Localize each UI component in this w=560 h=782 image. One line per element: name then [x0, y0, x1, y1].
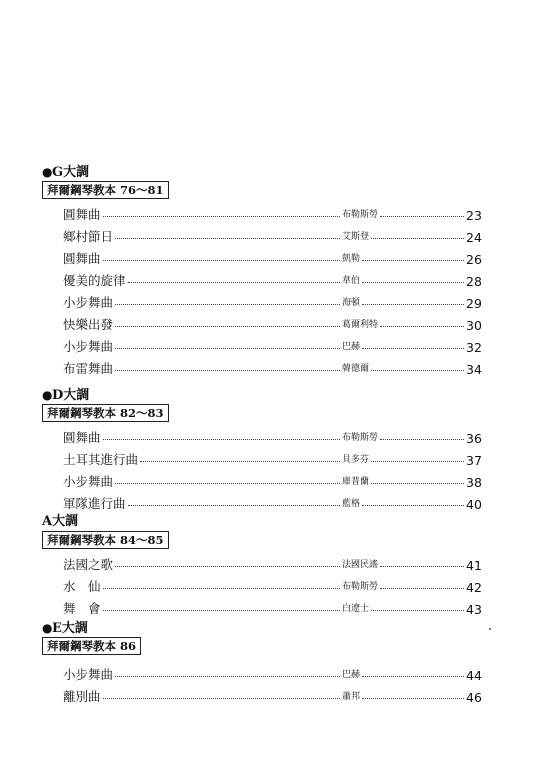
page-number: 26	[466, 252, 482, 267]
page-number: 24	[466, 230, 482, 245]
page-number: 32	[466, 340, 482, 355]
piece-title: 鄉村節日	[63, 229, 114, 244]
composer-name: 布勒斯勞	[342, 582, 379, 592]
dot-leader	[115, 673, 340, 677]
scan-speck	[489, 628, 491, 630]
book-range-label: 拜爾鋼琴教本 86	[42, 637, 141, 655]
dot-leader	[362, 345, 464, 349]
page-number: 30	[466, 318, 482, 333]
dot-leader	[380, 585, 464, 589]
piece-title: 圓舞曲	[63, 251, 101, 266]
composer-name: 庫普蘭	[342, 477, 370, 487]
composer-name: 葛爾利特	[342, 320, 379, 330]
dot-leader	[103, 213, 340, 217]
dot-leader	[140, 458, 340, 462]
book-range-label: 拜爾鋼琴教本 76～81	[42, 181, 169, 199]
composer-name: 藍格	[342, 499, 361, 509]
page-number: 23	[466, 208, 482, 223]
composer-name: 布勒斯勞	[342, 433, 379, 443]
dot-leader	[380, 563, 464, 567]
list-item[interactable]	[0, 314, 560, 336]
key-title: G大調	[52, 165, 90, 180]
composer-name: 白遼士	[342, 604, 370, 614]
dot-leader	[380, 213, 464, 217]
dot-leader	[362, 502, 464, 506]
dot-leader	[103, 436, 340, 440]
key-title: E大調	[52, 621, 88, 636]
list-item[interactable]	[0, 292, 560, 314]
dot-leader	[115, 301, 340, 305]
piece-title: 法國之歌	[63, 557, 114, 572]
piece-title: 圓舞曲	[63, 430, 101, 445]
section-heading	[42, 514, 78, 530]
dot-leader	[115, 480, 340, 484]
dot-leader	[371, 607, 464, 611]
page-number: 46	[466, 690, 482, 705]
dot-leader	[380, 436, 464, 440]
dot-leader	[371, 235, 464, 239]
dot-leader	[103, 607, 340, 611]
piece-title: 優美的旋律	[63, 273, 126, 288]
piece-title: 軍隊進行曲	[63, 496, 126, 511]
page-number: 28	[466, 274, 482, 289]
composer-name: 蕭邦	[342, 692, 361, 702]
list-item[interactable]	[0, 576, 560, 598]
dot-leader	[371, 367, 464, 371]
piece-title: 水 仙	[63, 579, 101, 594]
piece-title: 圓舞曲	[63, 207, 101, 222]
dot-leader	[362, 257, 464, 261]
list-item[interactable]	[0, 493, 560, 515]
key-title: A大調	[42, 514, 79, 529]
bullet-icon: ●	[42, 388, 53, 402]
piece-title: 小步舞曲	[63, 667, 114, 682]
list-item[interactable]	[0, 471, 560, 493]
list-item[interactable]	[0, 686, 560, 708]
list-item[interactable]	[0, 554, 560, 576]
list-item[interactable]	[0, 226, 560, 248]
piece-title: 布雷舞曲	[63, 361, 114, 376]
dot-leader	[362, 279, 464, 283]
list-item[interactable]	[0, 204, 560, 226]
page-number: 40	[466, 497, 482, 512]
dot-leader	[115, 235, 340, 239]
composer-name: 布勒斯勞	[342, 210, 379, 220]
piece-title: 小步舞曲	[63, 295, 114, 310]
composer-name: 巴赫	[342, 342, 361, 352]
list-item[interactable]	[0, 270, 560, 292]
composer-name: 韋伯	[342, 276, 361, 286]
dot-leader	[115, 563, 340, 567]
dot-leader	[128, 279, 340, 283]
piece-title: 快樂出發	[63, 317, 114, 332]
key-title: D大調	[52, 388, 90, 403]
page-number: 42	[466, 580, 482, 595]
list-item[interactable]	[0, 449, 560, 471]
composer-name: 韓德爾	[342, 364, 370, 374]
piece-title: 舞 會	[63, 601, 101, 616]
dot-leader	[362, 673, 464, 677]
composer-name: 巴赫	[342, 670, 361, 680]
list-item[interactable]	[0, 358, 560, 380]
page-number: 38	[466, 475, 482, 490]
page-number: 29	[466, 296, 482, 311]
dot-leader	[371, 480, 464, 484]
dot-leader	[380, 323, 464, 327]
dot-leader	[103, 585, 340, 589]
list-item[interactable]	[0, 248, 560, 270]
piece-title: 土耳其進行曲	[63, 452, 139, 467]
page-number: 44	[466, 668, 482, 683]
page-number: 43	[466, 602, 482, 617]
list-item[interactable]	[0, 664, 560, 686]
composer-name: 法國民謠	[342, 560, 379, 570]
dot-leader	[371, 458, 464, 462]
bullet-icon: ●	[42, 165, 53, 179]
list-item[interactable]	[0, 598, 560, 620]
list-item[interactable]	[0, 427, 560, 449]
dot-leader	[115, 345, 340, 349]
dot-leader	[103, 257, 340, 261]
dot-leader	[128, 502, 340, 506]
dot-leader	[103, 695, 340, 699]
composer-name: 貝多芬	[342, 455, 370, 465]
composer-name: 海頓	[342, 298, 361, 308]
book-range-label: 拜爾鋼琴教本 82～83	[42, 404, 169, 422]
bullet-icon: ●	[42, 621, 53, 635]
section-heading	[42, 164, 89, 181]
composer-name: 凱勒	[342, 254, 361, 264]
dot-leader	[115, 367, 340, 371]
piece-title: 離別曲	[63, 689, 101, 704]
piece-title: 小步舞曲	[63, 474, 114, 489]
piece-title: 小步舞曲	[63, 339, 114, 354]
page-number: 36	[466, 431, 482, 446]
section-heading	[42, 620, 88, 637]
page-number: 34	[466, 362, 482, 377]
book-range-label: 拜爾鋼琴教本 84～85	[42, 531, 169, 549]
dot-leader	[362, 695, 464, 699]
page-number: 41	[466, 558, 482, 573]
dot-leader	[362, 301, 464, 305]
section-heading	[42, 387, 89, 404]
composer-name: 艾斯登	[342, 232, 370, 242]
list-item[interactable]	[0, 336, 560, 358]
dot-leader	[115, 323, 340, 327]
page-number: 37	[466, 453, 482, 468]
